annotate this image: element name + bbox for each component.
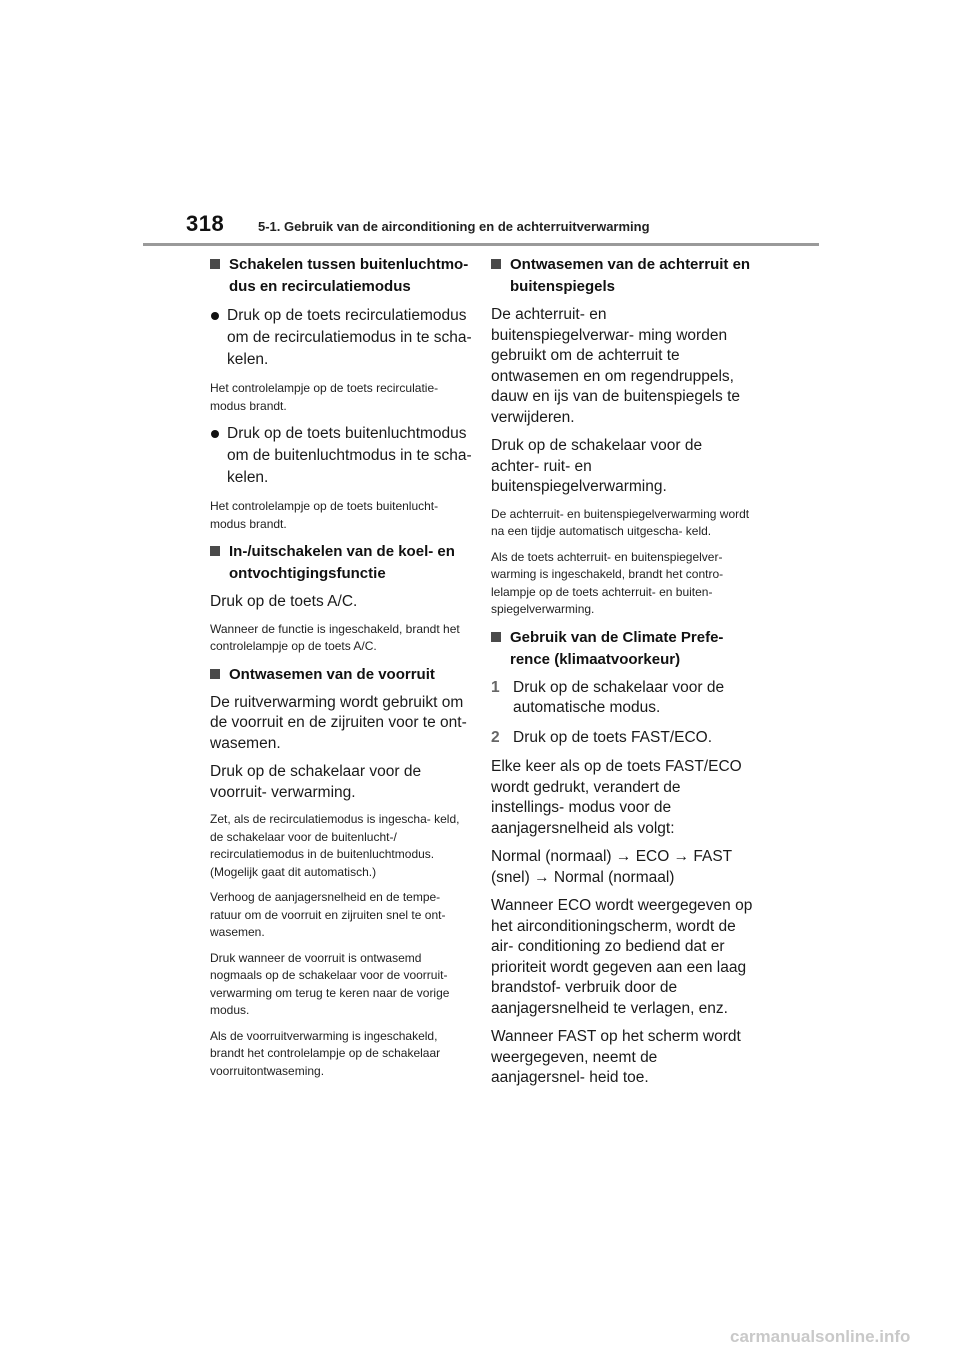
square-bullet-icon (491, 632, 501, 642)
section-heading-climate-preference: Gebruik van de Climate Prefe- rence (klimaatvoorkeur) (491, 627, 753, 671)
paragraph: Druk op de schakelaar voor de voorruit- verwarming. (210, 763, 422, 801)
section-heading-air-mode: Schakelen tussen buitenluchtmo- dus en recirculatiemodus (210, 254, 472, 298)
note: Het controlelampje op de toets buitenlucht- modus brandt. (210, 499, 439, 531)
left-column (210, 254, 472, 1088)
chapter-title: 5-1. Gebruik van de airconditioning en de achterruitverwarming (258, 219, 650, 234)
step-number: 2 (491, 728, 500, 746)
square-bullet-icon (210, 546, 220, 556)
section-heading-ac: In-/uitschakelen van de koel- en ontvochtigingsfunctie (210, 541, 472, 585)
page-header (0, 0, 960, 250)
watermark: carmanualsonline.info (730, 1327, 911, 1346)
bullet-outside-air: Druk op de toets buitenluchtmodus om de buitenluchtmodus in te scha- kelen. (210, 423, 472, 489)
step-2: 2 Druk op de toets FAST/ECO. (491, 728, 753, 749)
square-bullet-icon (210, 259, 220, 269)
note: Druk wanneer de voorruit is ontwasemd nogmaals op de schakelaar voor de voorruit- verwarming om terug te keren naar de vorige modus. (210, 950, 450, 1017)
note: De achterruit- en buitenspiegelverwarming wordt na een tijdje automatisch uitgescha- keld. (491, 506, 750, 538)
paragraph: Elke keer als op de toets FAST/ECO wordt gedrukt, verandert de instellings- modus voor de aanjagersnelheid als volgt: (491, 758, 742, 837)
square-bullet-icon (210, 669, 220, 679)
page-number: 318 (186, 211, 225, 236)
note: Wanneer de functie is ingeschakeld, brandt het controlelampje op de toets A/C. (210, 621, 460, 653)
paragraph: Druk op de toets A/C. (210, 593, 358, 610)
bullet-recirculation: Druk op de toets recirculatiemodus om de recirculatiemodus in te scha- kelen. (210, 305, 472, 371)
paragraph: De achterruit- en buitenspiegelverwar- ming worden gebruikt om de achterruit te ontwasemen en om regendruppels, dauw en ijs van de buitenspiegels te verwijderen. (491, 306, 741, 426)
right-column (491, 254, 753, 1097)
paragraph: Normal (normaal) → ECO → FAST (snel) → Normal (normaal) (491, 848, 732, 886)
section-heading-rear-window: Ontwasemen van de achterruit en buitenspiegels (491, 254, 753, 298)
step-1: 1 Druk op de schakelaar voor de automatische modus. (491, 678, 725, 716)
paragraph: Druk op de schakelaar voor de achter- ruit- en buitenspiegelverwarming. (491, 437, 703, 495)
note: Als de toets achterruit- en buitenspiegelver- warming is ingeschakeld, brandt het contro- lelampje op de toets achterruit- en buiten- spiegelverwarming. (491, 549, 724, 616)
note: Het controlelampje op de toets recirculatie- modus brandt. (210, 381, 439, 413)
round-bullet-icon (211, 312, 219, 320)
square-bullet-icon (491, 259, 501, 269)
paragraph: De ruitverwarming wordt gebruikt om de voorruit en de zijruiten voor te ont- wasemen. (210, 693, 467, 752)
note: Zet, als de recirculatiemodus is ingescha- keld, de schakelaar voor de buitenlucht-/ recirculatiemodus in de buitenluchtmodus. (Mogelijk gaat dit automatisch.) (210, 812, 460, 879)
section-heading-windshield: Ontwasemen van de voorruit (210, 664, 472, 686)
round-bullet-icon (211, 430, 219, 438)
header-rule (143, 243, 819, 246)
paragraph: Wanneer FAST op het scherm wordt weergegeven, neemt de aanjagersnel- heid toe. (491, 1028, 741, 1086)
paragraph: Wanneer ECO wordt weergegeven op het airconditioningscherm, wordt de air- conditioning zo bediend dat er prioriteit wordt gegeven aan een laag brandstof- verbruik door de aanjagersnelheid te verlagen, enz. (491, 897, 753, 1017)
note: Verhoog de aanjagersnelheid en de tempe- ratuur om de voorruit en zijruiten snel te ont- wasemen. (210, 890, 446, 939)
step-number: 1 (491, 678, 500, 696)
note: Als de voorruitverwarming is ingeschakeld, brandt het controlelampje op de schakelaar voorruitontwaseming. (210, 1028, 441, 1078)
